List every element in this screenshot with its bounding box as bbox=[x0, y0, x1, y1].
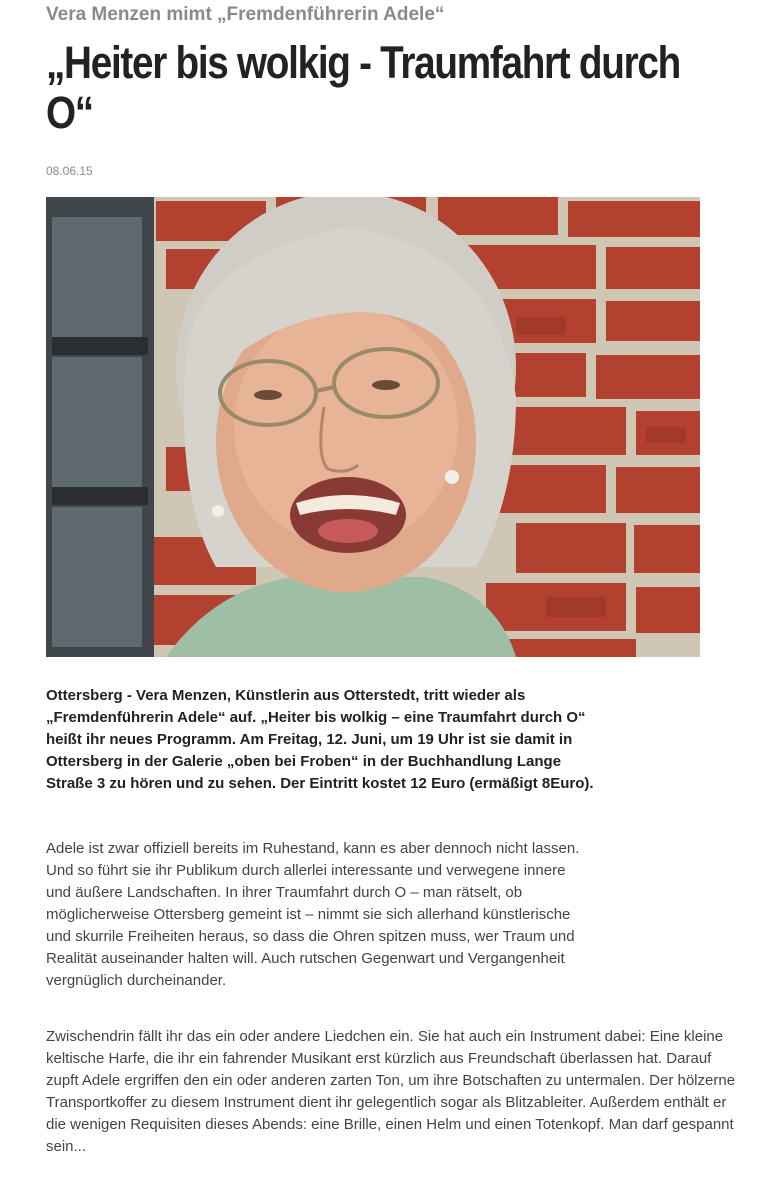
article-headline: „Heiter bis wolkig - Traumfahrt durch O“ bbox=[46, 37, 680, 138]
article-photo bbox=[46, 197, 700, 657]
article-kicker: Vera Menzen mimt „Fremdenführerin Adele“ bbox=[46, 4, 445, 25]
article-lead: Ottersberg - Vera Menzen, Künstlerin aus Otterstedt, tritt wieder als „Fremdenführerin Adele“ auf. „Heiter bis wolkig – eine Traumfahrt durch O“ heißt ihr neues Programm. Am Freitag, 12. Juni, um 19 Uhr ist sie damit in Ottersberg in der Galerie „oben bei Froben“ in der Buchhandlung Lange Straße 3 zu hören und zu sehen. Der Eintritt kostet 12 Euro (ermäßigt 8Euro). bbox=[46, 687, 594, 792]
article-paragraph: Zwischendrin fällt ihr das ein oder andere Liedchen ein. Sie hat auch ein Instrument dabei: Eine kleine keltische Harfe, die ihr ein fahrender Musikant erst kürzlich aus Freundschaft überlassen hat. Darauf zupft Adele ergriffen den ein oder anderen zarten Ton, um ihre Botschaften zu untermalen. Der hölzerne Transportkoffer zu diesem Instrument dient ihr gelegentlich sogar als Blitzableiter. Außerdem enthält er die wenigen Requisiten dieses Abends: eine Brille, einen Helm und einen Totenkopf. Man darf gespannt sein... bbox=[46, 1028, 736, 1155]
article-date: 08.06.15 bbox=[46, 164, 93, 178]
article-paragraph: Adele ist zwar offiziell bereits im Ruhestand, kann es aber dennoch nicht lassen. Und so führt sie ihr Publikum durch allerlei interessante und verwegene innere und äußere Landschaften. In ihrer Traumfahrt durch O – man rätselt, ob möglicherweise Ottersberg gemeint ist – nimmt sie sich allerhand künstlerische und skurrile Freiheiten heraus, so dass die Ohren spitzen muss, wer Traum und Realität auseinander halten will. Auch rutschen Gegenwart und Vergangenheit vergnüglich durcheinander. bbox=[46, 840, 580, 989]
